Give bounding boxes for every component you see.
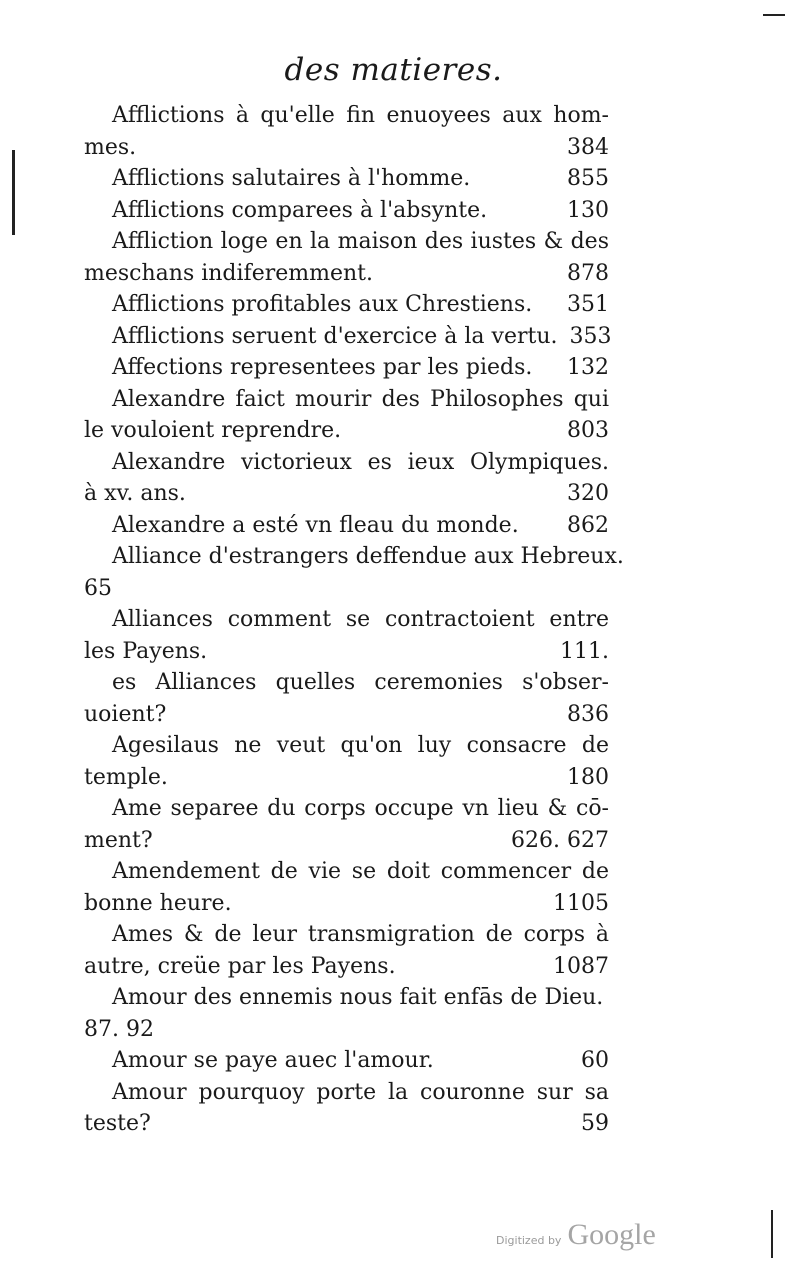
entry-continuation-line (84, 699, 609, 731)
index-entry-list (84, 100, 624, 1140)
digitized-by-label: Digitized by (496, 1234, 562, 1247)
scan-corner-mark (763, 14, 785, 16)
entry-first-line (84, 447, 609, 479)
entry-first-line (84, 384, 609, 416)
entry-continuation-line (84, 762, 609, 794)
page-reference: 836 (567, 701, 609, 727)
index-entry (84, 730, 609, 793)
page-reference: 130 (567, 197, 609, 223)
entry-first-line (84, 1045, 609, 1077)
entry-text: Ame separee du corps occupe vn lieu & cō- (112, 796, 609, 821)
index-entry (84, 541, 624, 604)
entry-first-line (84, 226, 609, 258)
index-entry (84, 226, 609, 289)
index-entry (84, 352, 609, 384)
entry-text: Amour pourquoy porte la couronne sur sa (112, 1079, 609, 1105)
entry-text: Afflictions profitables aux Chrestiens. (112, 292, 533, 317)
page-title: des matieres. (284, 52, 503, 88)
google-logo: Google (567, 1218, 656, 1251)
entry-text: temple. (84, 764, 168, 790)
page-reference: 320 (567, 481, 609, 506)
page-reference: 1087 (553, 953, 609, 979)
entry-continuation-line (84, 258, 609, 290)
index-entry (84, 195, 609, 227)
entry-first-line (84, 163, 609, 195)
entry-text: bonne heure. (84, 890, 232, 916)
entry-text: Afflictions seruent d'exercice à la vertu. (112, 323, 558, 349)
entry-text: Afflictions comparees à l'absynte. (112, 197, 488, 223)
entry-continuation-line (84, 636, 609, 668)
entry-text: meschans indiferemment. (84, 260, 373, 286)
page-reference: 111. (560, 638, 609, 664)
entry-text: Affliction loge en la maison des iustes & des (112, 229, 609, 254)
entry-text: Agesilaus ne veut qu'on luy consacre de (112, 733, 609, 758)
entry-text: Ames & de leur transmigration de corps à (112, 922, 609, 947)
entry-text: Alexandre a esté vn fleau du monde. (112, 512, 519, 538)
entry-continuation-line (84, 573, 609, 605)
index-entry (84, 447, 609, 510)
scan-edge-mark (12, 150, 15, 235)
entry-first-line (84, 352, 609, 384)
entry-first-line (84, 667, 609, 699)
entry-first-line (84, 289, 609, 321)
entry-text: es Alliances quelles ceremonies s'obser- (112, 670, 609, 695)
page-reference: 60 (581, 1048, 609, 1073)
entry-text: Alexandre faict mourir des Philosophes qui (112, 386, 609, 412)
page-reference: 855 (567, 166, 609, 191)
entry-first-line (84, 793, 609, 825)
scan-edge-mark-bottom (771, 1210, 773, 1258)
entry-continuation-line (84, 888, 609, 920)
page-reference: 626. 627 (511, 827, 609, 853)
page-reference: 862 (567, 512, 609, 538)
entry-text: teste? (84, 1111, 151, 1136)
index-entry (84, 919, 609, 982)
entry-first-line (84, 100, 609, 132)
entry-text: mes. (84, 134, 137, 160)
page-reference: 351 (567, 292, 609, 317)
page-reference: 1105 (553, 890, 609, 916)
index-entry (84, 100, 609, 163)
page-reference: 65 (84, 575, 112, 601)
page-reference: 87. 92 (84, 1016, 154, 1042)
page-reference: 353 (569, 323, 612, 349)
entry-first-line (84, 510, 609, 542)
page-reference: 384 (567, 134, 609, 160)
index-entry (84, 163, 609, 195)
index-entry (84, 793, 609, 856)
entry-text: Afflictions salutaires à l'homme. (112, 166, 471, 191)
entry-text: uoient? (84, 701, 167, 727)
index-entry (84, 384, 609, 447)
entry-first-line (84, 730, 609, 762)
index-entry (84, 982, 609, 1045)
entry-continuation-line (84, 825, 609, 857)
entry-first-line (84, 856, 609, 888)
entry-text: le vouloient reprendre. (84, 418, 342, 443)
entry-text: les Payens. (84, 638, 208, 664)
page-reference: 132 (567, 355, 609, 380)
index-entry (84, 856, 609, 919)
entry-text: ment? (84, 827, 153, 853)
entry-text: Amendement de vie se doit commencer de (112, 859, 609, 884)
index-entry (84, 667, 609, 730)
index-entry (84, 604, 609, 667)
page-reference: 803 (567, 418, 609, 443)
entry-first-line (84, 1077, 609, 1109)
entry-text: autre, creüe par les Payens. (84, 953, 396, 979)
entry-text: Afflictions à qu'elle fin enuoyees aux hom- (112, 103, 609, 128)
index-entry (84, 510, 609, 542)
entry-continuation-line (84, 132, 609, 164)
entry-first-line (84, 195, 609, 227)
page-reference: 878 (567, 260, 609, 286)
entry-continuation-line (84, 1014, 609, 1046)
entry-text: Amour se paye auec l'amour. (112, 1048, 434, 1073)
page-reference: 180 (567, 764, 609, 790)
entry-first-line (84, 541, 624, 573)
entry-first-line (84, 321, 612, 353)
entry-continuation-line (84, 1108, 609, 1140)
entry-continuation-line (84, 951, 609, 983)
entry-text: Alexandre victorieux es ieux Olympiques. (112, 449, 609, 475)
entry-first-line (84, 604, 609, 636)
index-entry (84, 1045, 609, 1077)
entry-text: Alliance d'estrangers deffendue aux Hebreux. (112, 544, 624, 569)
index-entry (84, 289, 609, 321)
entry-text: Alliances comment se contractoient entre (112, 607, 609, 632)
digitization-watermark (496, 1218, 656, 1252)
index-entry (84, 1077, 609, 1140)
page-reference: 59 (581, 1111, 609, 1136)
entry-continuation-line (84, 478, 609, 510)
entry-continuation-line (84, 415, 609, 447)
index-entry (84, 321, 612, 353)
entry-first-line (84, 919, 609, 951)
entry-text: Amour des ennemis nous fait enfās de Dieu. (112, 985, 604, 1010)
entry-text: Affections representees par les pieds. (112, 355, 533, 380)
entry-text: à xv. ans. (84, 481, 186, 506)
entry-first-line (84, 982, 609, 1014)
